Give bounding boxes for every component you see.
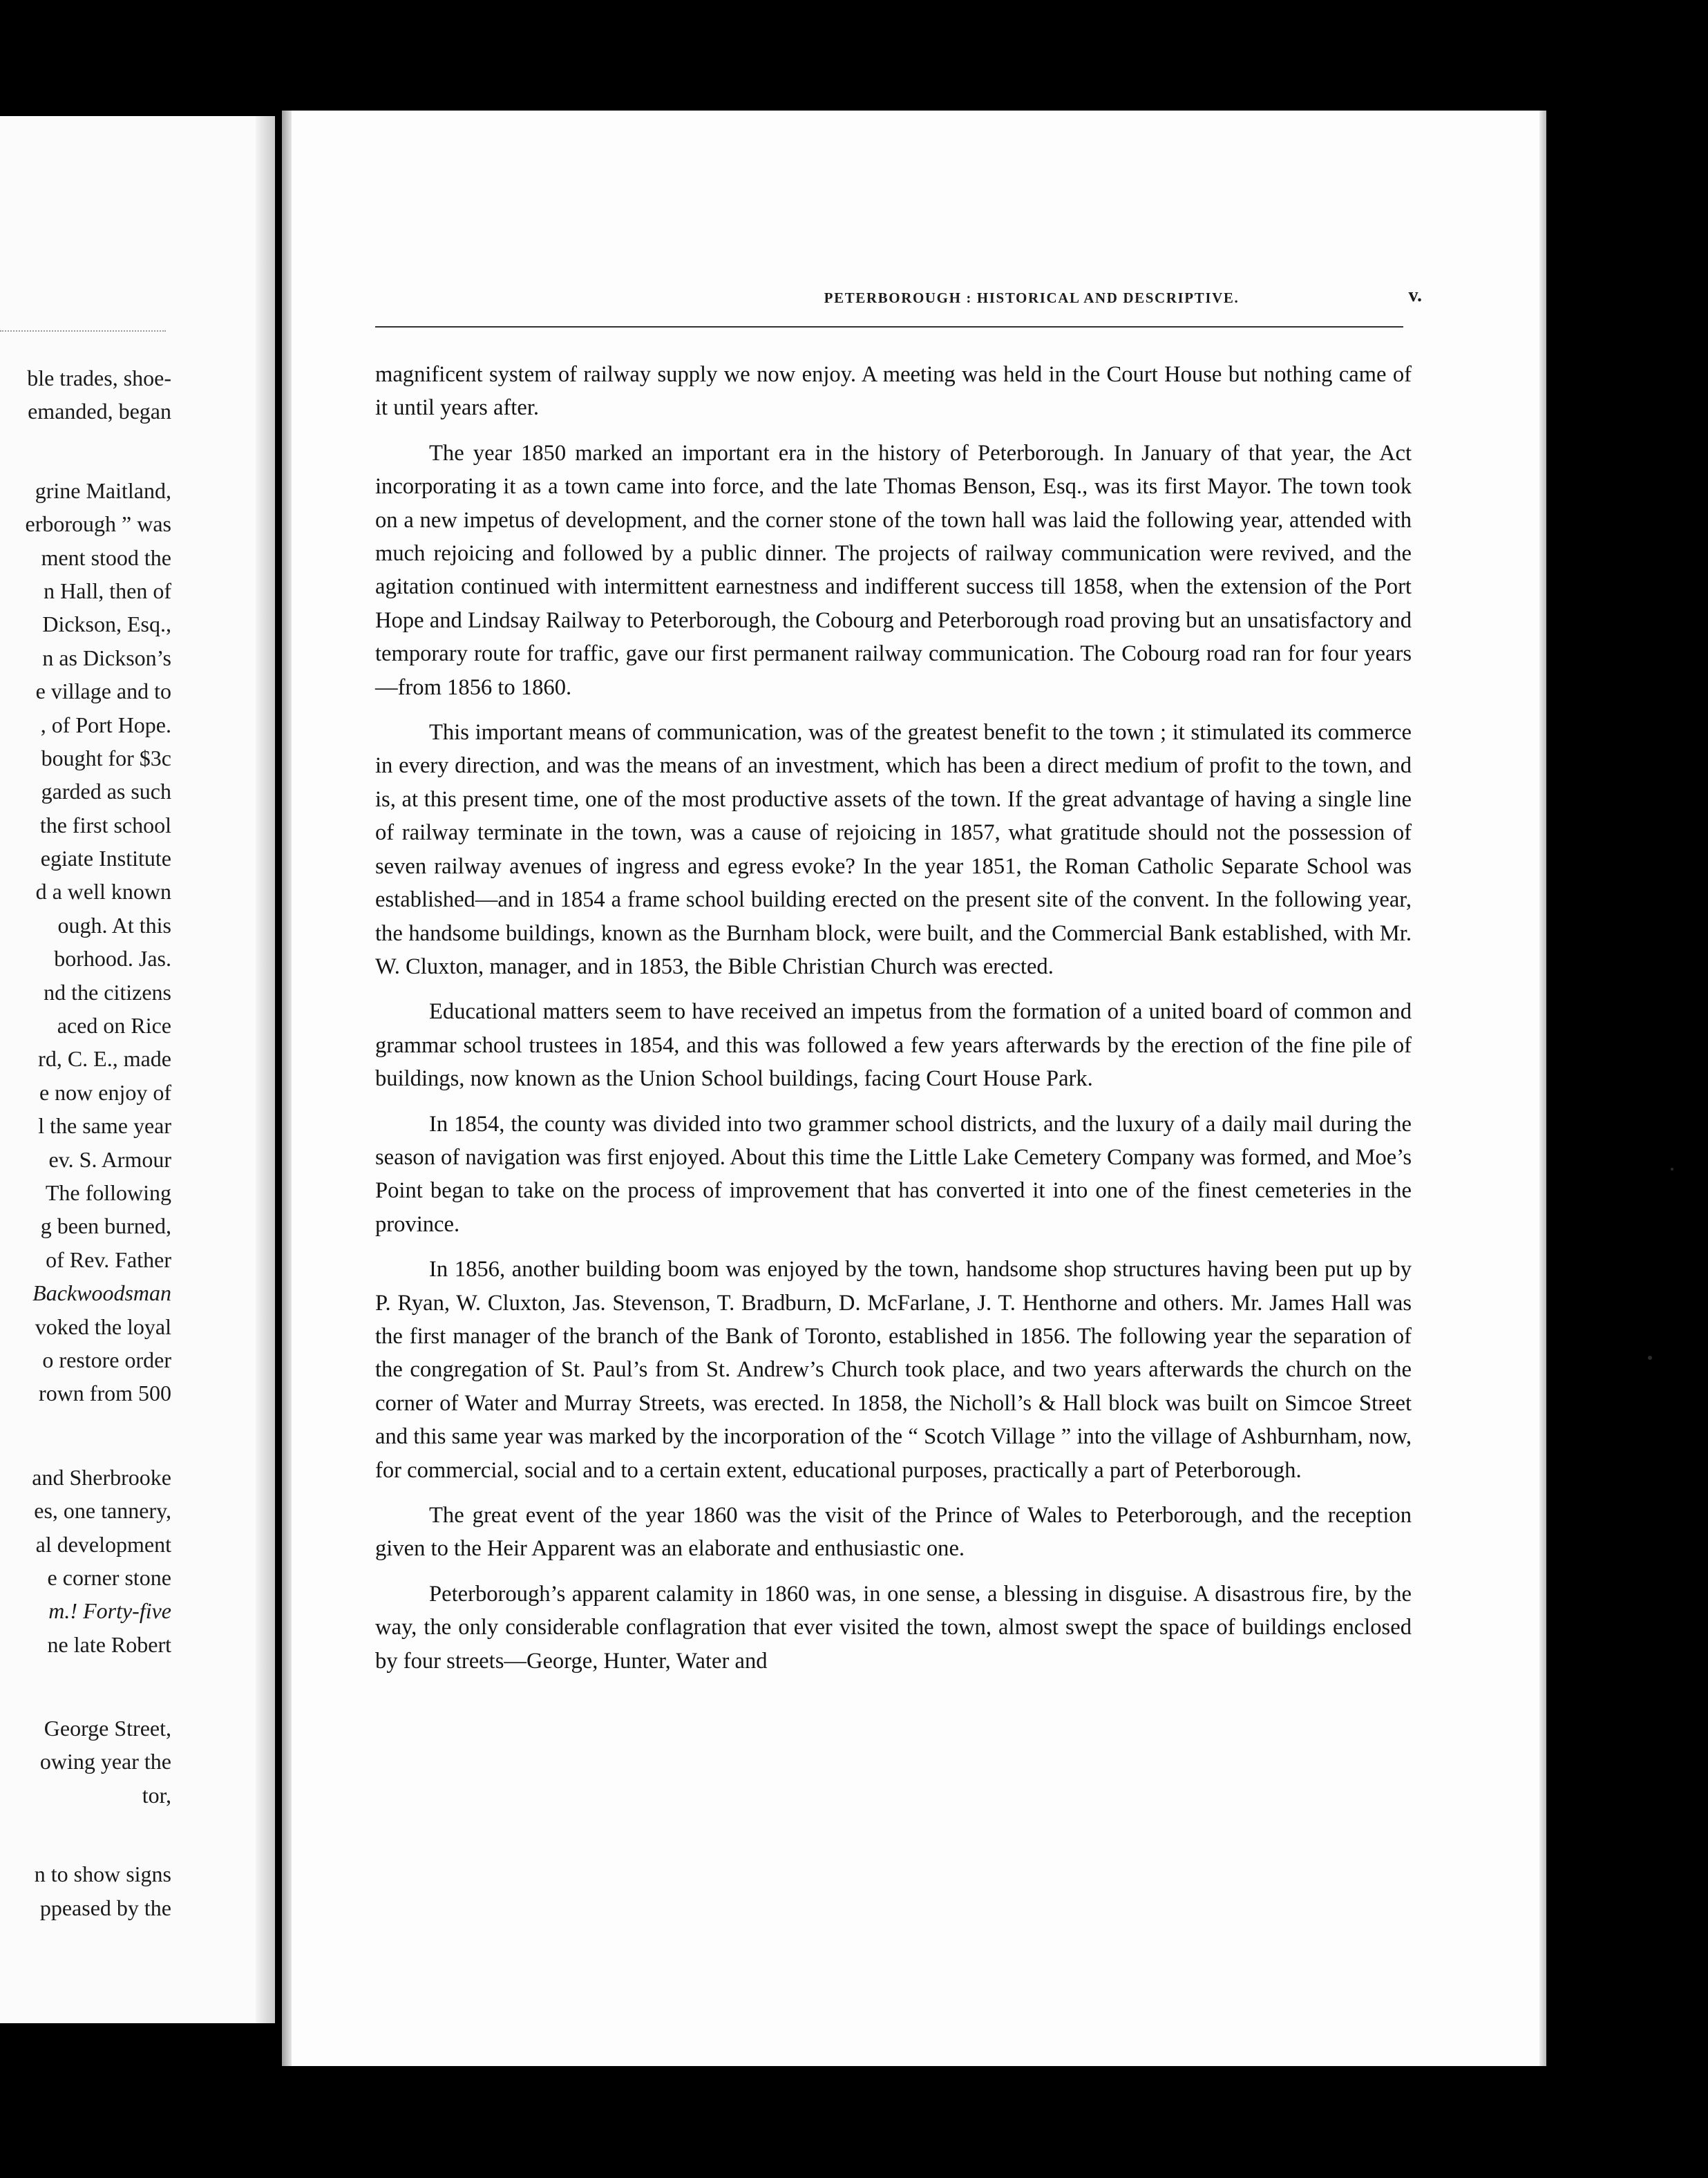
paragraph: The year 1850 marked an important era in the history of Peterborough. In January of that year, the Act incorporating it as a town came into force, and the late Thomas Benson, Esq., was its first Mayor. The town took on a new impetus of development, and the corner stone of the town hall was laid the following year, attended with much rejoicing and followed by a public dinner. The projects of railway communication were revived, and the agitation continued with intermittent earnestness and indifferent success till 1858, when the extension of the Port Hope and Lindsay Railway to Peterborough, the Cobourg and Peterborough road proving but an unsatisfactory and temporary route for traffic, gave our first permanent railway communication. The Cobourg road ran for four years—from 1856 to 1860. [375,440,1412,700]
paragraph: In 1854, the county was divided into two grammer school districts, and the luxury of a daily mail during the season of navigation was first enjoyed. About this time the Little Lake Cemetery Company was formed, and Moe’s Point began to take on the process of improvement that has converted it into one of the finest cemeteries in the province. [375,1111,1412,1237]
running-head: PETERBOROUGH : HISTORICAL AND DESCRIPTIVE. [824,290,1240,306]
left-line-spacer [0,1410,171,1461]
body-text [375,358,1412,1689]
left-line: rd, C. E., made [38,1046,171,1072]
book-spine-shadow [256,116,275,2023]
left-line-italic: Backwoodsman [32,1280,171,1306]
left-line: erborough ” was [25,511,171,537]
left-line: e corner stone [47,1564,171,1590]
left-line: George Street, [44,1716,171,1741]
left-line: borhood. Jas. [54,946,171,972]
left-line: ppeased by the [39,1895,171,1920]
page-gutter-shadow [282,111,292,2066]
left-line: owing year the [39,1749,171,1774]
left-line-spacer [0,428,171,474]
left-line: e village and to [35,679,171,704]
left-line: , of Port Hope. [40,712,171,737]
scan-speck [1671,1168,1673,1171]
left-line: e now enjoy of [39,1079,171,1105]
left-line: al development [35,1531,171,1557]
scan-speck [1648,1356,1652,1360]
left-line: d a well known [35,879,171,905]
left-page-text [0,361,171,1924]
left-line: and Sherbrooke [32,1464,171,1490]
left-line: ble trades, shoe- [27,366,171,390]
paragraph: Peterborough’s apparent calamity in 1860 was, in one sense, a blessing in disguise. A disastrous fire, by the way, the only considerable conflagration that ever visited the town, almost swept the space of buildings enclosed by four streets—George, Hunter, Water and [375,1581,1412,1674]
left-line: aced on Rice [57,1013,171,1039]
left-line: bought for $3c [41,745,171,770]
left-line: nd the citizens [44,979,171,1005]
header-rule [375,326,1403,328]
left-line: es, one tannery, [34,1498,171,1524]
left-line: grine Maitland, [35,477,171,503]
left-line: egiate Institute [40,846,171,871]
left-line-spacer [0,1812,171,1857]
left-line: ment stood the [41,544,171,570]
left-line: the first school [39,812,171,837]
left-line: rown from 500 [39,1381,171,1406]
left-line: ough. At this [57,912,171,938]
paragraph: Educational matters seem to have received an impetus from the formation of a united board of common and grammar school trustees in 1854, and this was followed a few years afterwards by the erection of the fine pile of buildings, now known as the Union School buildings, facing Court House Park. [375,999,1412,1092]
left-line: n Hall, then of [44,578,171,603]
right-page [282,111,1546,2066]
left-line-spacer [0,1661,171,1712]
left-line: The following [45,1180,171,1205]
paragraph: In 1856, another building boom was enjoyed by the town, handsome shop structures having been put up by P. Ryan, W. Cluxton, Jas. Stevenson, T. Bradburn, D. McFarlane, J. T. Henthorne and others. Mr. James Hall was the first manager of the branch of the Bank of Toronto, established in 1856. The following year the separation of the congregation of St. Paul’s from St. Andrew’s Church took place, and two years afterwards the church on the corner of Water and Murray Streets, was erected. In 1858, the Nicholl’s & Hall block was built on Simcoe Street and this same year was marked by the incorporation of the “ Scotch Village ” into the village of Ashburnham, now, for commercial, social and to a certain extent, educational purposes, practically a part of Peterborough. [375,1257,1412,1483]
left-line: g been burned, [40,1213,171,1239]
left-line: tor, [142,1782,171,1808]
left-line: garded as such [41,779,171,804]
paragraph-continuation: magnificent system of railway supply we now enjoy. A meeting was held in the Court House but nothing came of it until years after. [375,362,1412,421]
left-line: l the same year [38,1113,171,1139]
paragraph: The great event of the year 1860 was the visit of the Prince of Wales to Peterborough, and the reception given to the Heir Apparent was an elaborate and enthusiastic one. [375,1503,1412,1562]
left-line: ev. S. Armour [48,1146,171,1172]
left-line: of Rev. Father [46,1247,171,1272]
page-number: v. [1408,285,1422,306]
left-line: n to show signs [34,1862,171,1887]
left-line: o restore order [42,1347,171,1372]
paragraph: This important means of communication, was of the greatest benefit to the town ; it stimulated its commerce in every direction, and was the means of an investment, which has been a direct medium of profit to the town, and is, at this present time, one of the most productive assets of the town. If the great advantage of having a single line of railway terminate in the town, was a cause of rejoicing in 1857, what gratitude should not the possession of seven railway avenues of ingress and egress evoke? In the year 1851, the Roman Catholic Separate School was established—and in 1854 a frame school building erected on the present site of the convent. In the following year, the handsome buildings, known as the Burnham block, were built, and the Commercial Bank established, with Mr. W. Cluxton, manager, and in 1853, the Bible Christian Church was erected. [375,720,1412,979]
left-line: emanded, began [28,399,171,424]
left-page-header-rule [0,330,166,332]
left-page-fragment [0,116,275,2023]
left-line: ne late Robert [47,1631,171,1657]
page-edge-shadow [1539,111,1546,2066]
left-line: voked the loyal [35,1314,171,1339]
left-line: Dickson, Esq., [42,612,171,637]
left-line: n as Dickson’s [42,645,171,670]
left-line-italic: m.! Forty-five [48,1598,171,1624]
